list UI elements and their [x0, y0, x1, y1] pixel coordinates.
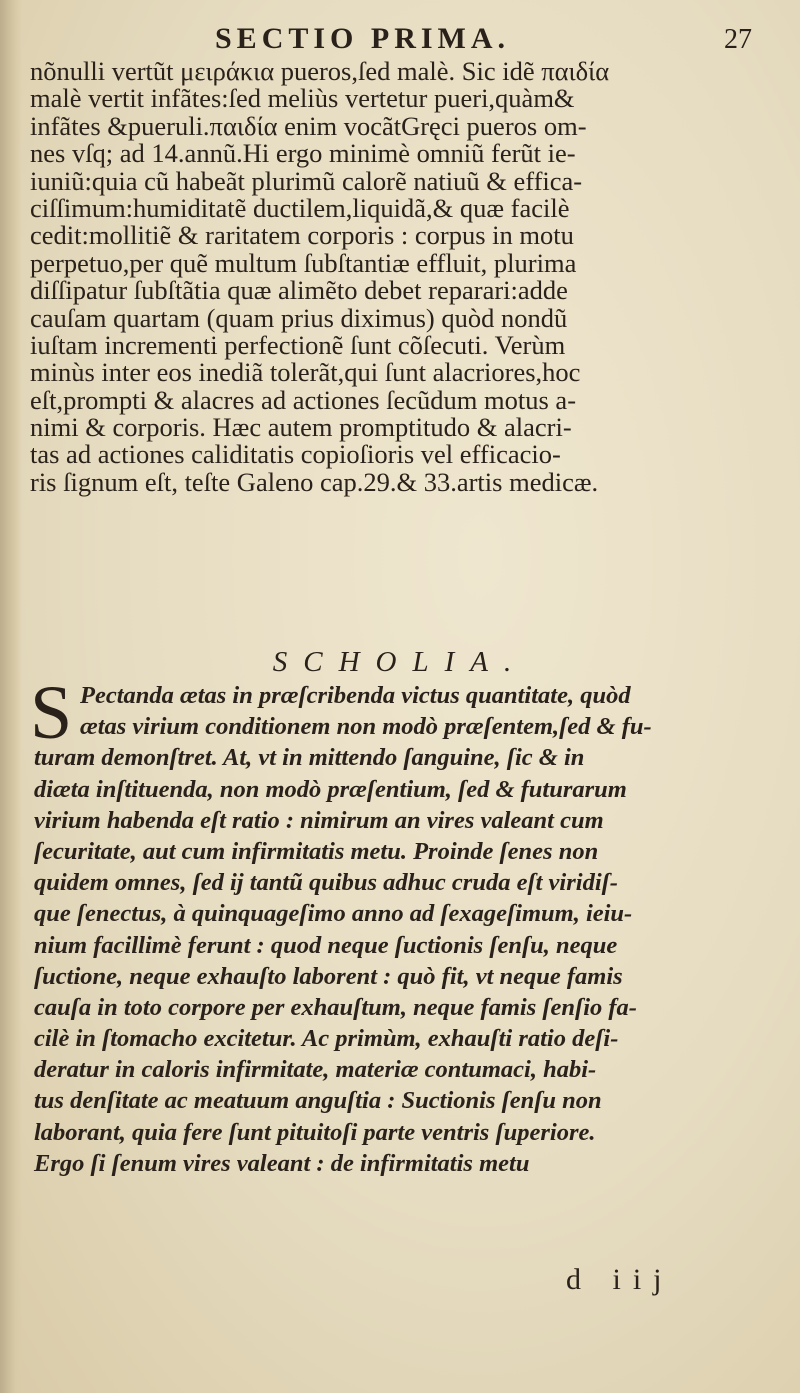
- scholia-line: tus denſitate ac meatuum anguſtia : Suctionis ſenſu non: [34, 1087, 602, 1115]
- scholia-line: deratur in caloris infirmitate, materiæ contumaci, habi-: [34, 1056, 597, 1084]
- scholia-line: diæta inſtituenda, non modò præſentium, ſed & futurarum: [34, 775, 627, 803]
- text-line: ris ſignum eſt, teſte Galeno cap.29.& 33.artis medicæ.: [30, 466, 599, 497]
- text-line: infãtes &pueruli.παιδία enim vocãtGręci pueros om-: [30, 110, 587, 141]
- drop-capital: S: [30, 671, 73, 755]
- scholia-line: laborant, quia fere ſunt pituitoſi parte ventris ſuperiore.: [34, 1118, 596, 1146]
- text-line: cauſam quartam (quam prius diximus) quòd nondũ: [30, 302, 568, 333]
- text-line: eſt,prompti & alacres ad actiones ſecũdum motus a-: [30, 384, 577, 415]
- text-line: iuniũ:quia cũ habeãt plurimũ calorẽ natiuũ & effica-: [30, 165, 583, 196]
- text-line: nõnulli vertũt μειράκια pueros,ſed malè. Sic idẽ παιδία: [30, 56, 610, 86]
- text-line: ciſſimum:humiditatẽ ductilem,liquidã,& quæ facilè: [30, 192, 570, 223]
- scholia-line: quidem omnes, ſed ij tantũ quibus adhuc cruda eſt viridiſ-: [34, 869, 618, 897]
- scholia-line: Ergo ſi ſenum vires valeant : de infirmitatis metu: [34, 1149, 530, 1177]
- scholia-line: que ſenectus, à quinquageſimo anno ad ſexageſimum, ieiu-: [34, 900, 633, 928]
- scholia-line: virium habenda eſt ratio : nimirum an vires valeant cum: [34, 806, 604, 834]
- scholia-heading: SCHOLIA.: [272, 646, 528, 678]
- text-line: malè vertit infãtes:ſed meliùs vertetur pueri,quàm&: [30, 83, 575, 114]
- text-line: diſſipatur ſubſtãtia quæ alimẽto debet reparari:adde: [30, 275, 568, 306]
- main-text-block: [30, 58, 765, 496]
- scholia-text-block: [34, 680, 764, 1179]
- scholia-line: cauſa in toto corpore per exhauſtum, neque famis ſenſio fa-: [34, 993, 637, 1021]
- scholia-line: Pectanda ætas in præſcribenda victus quantitate, quòd: [80, 682, 631, 709]
- scholia-line: cilè in ſtomacho excitetur. Ac primùm, exhauſti ratio deſi-: [34, 1025, 619, 1053]
- scholia-line: ætas virium conditionem non modò præſentem,ſed & fu-: [80, 713, 652, 741]
- scholia-line: nium facillimè ferunt : quod neque ſuctionis ſenſu, neque: [34, 931, 618, 959]
- text-line: perpetuo,per quẽ multum ſubſtantiæ effluit, plurima: [30, 247, 577, 278]
- scholia-line: ſecuritate, aut cum infirmitatis metu. Proinde ſenes non: [34, 837, 599, 865]
- signature-mark: d iij: [566, 1263, 674, 1296]
- text-line: nimi & corporis. Hæc autem promptitudo & alacri-: [30, 412, 572, 443]
- running-head: SECTIO PRIMA.: [215, 22, 511, 55]
- text-line: cedit:mollitiẽ & raritatem corporis : corpus in motu: [30, 220, 574, 251]
- text-line: iuſtam incrementi perfectionẽ ſunt cõſecuti. Verùm: [30, 329, 566, 360]
- text-line: nes vſq; ad 14.annũ.Hi ergo minimè omniũ ferũt ie-: [30, 138, 576, 169]
- text-line: minùs inter eos inediã tolerãt,qui ſunt alacriores,hoc: [30, 357, 581, 388]
- scholia-line: turam demonſtret. At, vt in mittendo ſanguine, ſic & in: [34, 744, 585, 772]
- page-number: 27: [724, 24, 752, 55]
- text-line: tas ad actiones caliditatis copioſioris vel efficacio-: [30, 439, 561, 470]
- page-gutter: [0, 0, 22, 1393]
- scholia-line: ſuctione, neque exhauſto laborent : quò fit, vt neque famis: [34, 962, 623, 990]
